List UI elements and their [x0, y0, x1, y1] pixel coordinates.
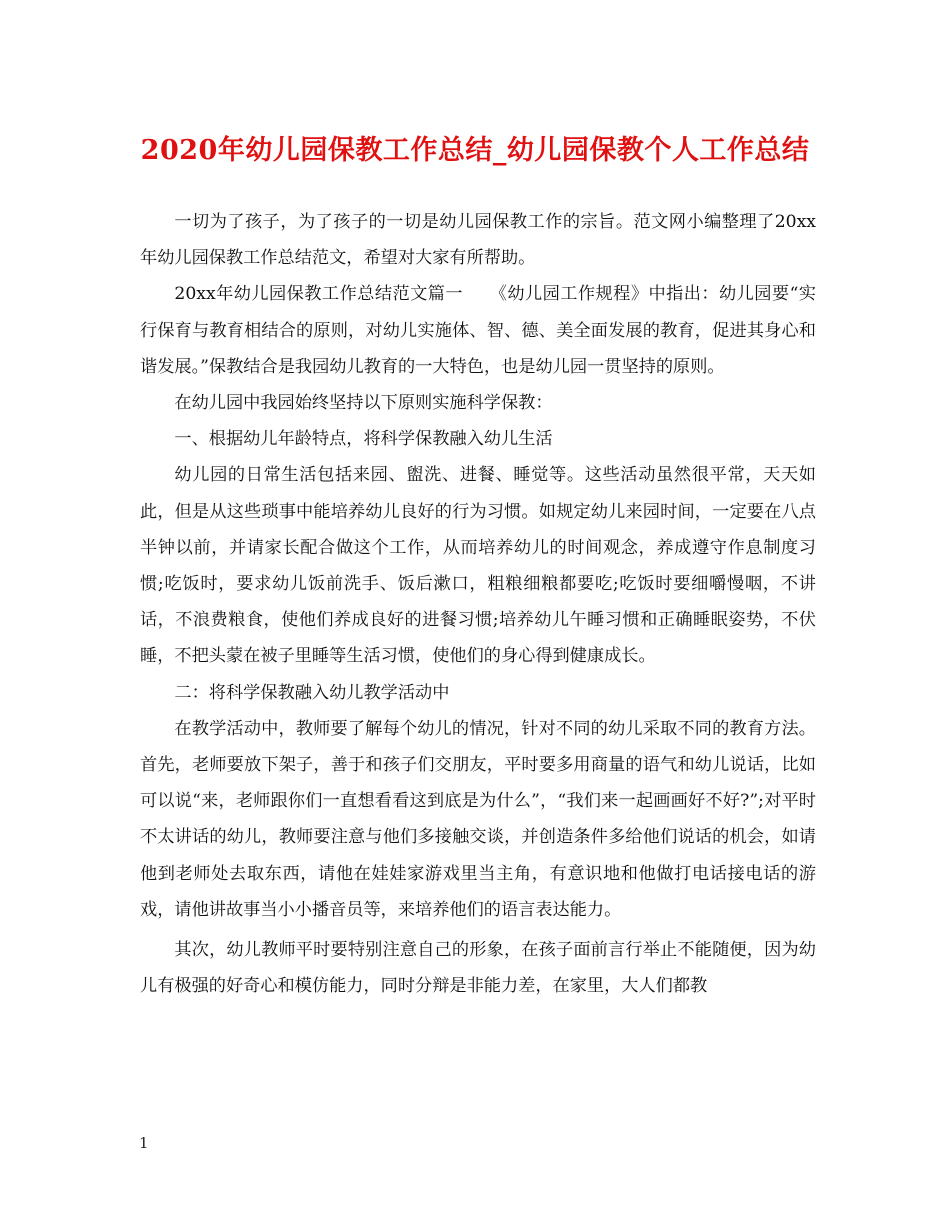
document-body: [140, 204, 816, 1004]
paragraph-teacher-image: 其次，幼儿教师平时要特别注意自己的形象，在孩子面前言行举止不能随便，因为幼儿有极强的好奇心和模仿能力，同时分辩是非能力差，在家里，大人们都教: [140, 940, 816, 997]
paragraph-principles: 在幼儿园中我园始终坚持以下原则实施科学保教：: [174, 393, 553, 414]
page-number: 1: [139, 1134, 149, 1152]
paragraph-regulations: 20xx年幼儿园保教工作总结范文篇一 《幼儿园工作规程》中指出：幼儿园要“实行保育与教育相结合的原则，对幼儿实施体、智、德、美全面发展的教育，促进其身心和谐发展。”保教结合是我园幼儿教育的一大特色，也是幼儿园一贯坚持的原则。: [140, 284, 816, 377]
paragraph-teaching: 在教学活动中，教师要了解每个幼儿的情况，针对不同的幼儿采取不同的教育方法。首先，老师要放下架子，善于和孩子们交朋友，平时要多用商量的语气和幼儿说话，比如可以说“来，老师跟你们一直想看看这到底是为什么”，“我们来一起画画好不好?”;对平时不太讲话的幼儿，教师要注意与他们多接触交谈，并创造条件多给他们说话的机会，如请他到老师处去取东西，请他在娃娃家游戏里当主角，有意识地和他做打电话接电话的游戏，请他讲故事当小小播音员等，来培养他们的语言表达能力。: [140, 718, 816, 920]
paragraph-daily-life: 幼儿园的日常生活包括来园、盥洗、进餐、睡觉等。这些活动虽然很平常，天天如此，但是从这些琐事中能培养幼儿良好的行为习惯。如规定幼儿来园时间，一定要在八点半钟以前，并请家长配合做这个工作，从而培养幼儿的时间观念，养成遵守作息制度习惯;吃饭时，要求幼儿饭前洗手、饭后漱口，粗粮细粮都要吃;吃饭时要细嚼慢咽，不讲话，不浪费粮食，使他们养成良好的进餐习惯;培养幼儿午睡习惯和正确睡眠姿势，不伏睡，不把头蒙在被子里睡等生活习惯，使他们的身心得到健康成长。: [140, 465, 816, 667]
paragraph-intro: 一切为了孩子，为了孩子的一切是幼儿园保教工作的宗旨。范文网小编整理了20xx年幼儿园保教工作总结范文，希望对大家有所帮助。: [140, 212, 816, 269]
section-heading-one: 一、根据幼儿年龄特点，将科学保教融入幼儿生活: [174, 429, 553, 450]
section-heading-two: 二：将科学保教融入幼儿教学活动中: [174, 682, 450, 703]
document-title: 2020年幼儿园保教工作总结_幼儿园保教个人工作总结: [140, 135, 810, 166]
